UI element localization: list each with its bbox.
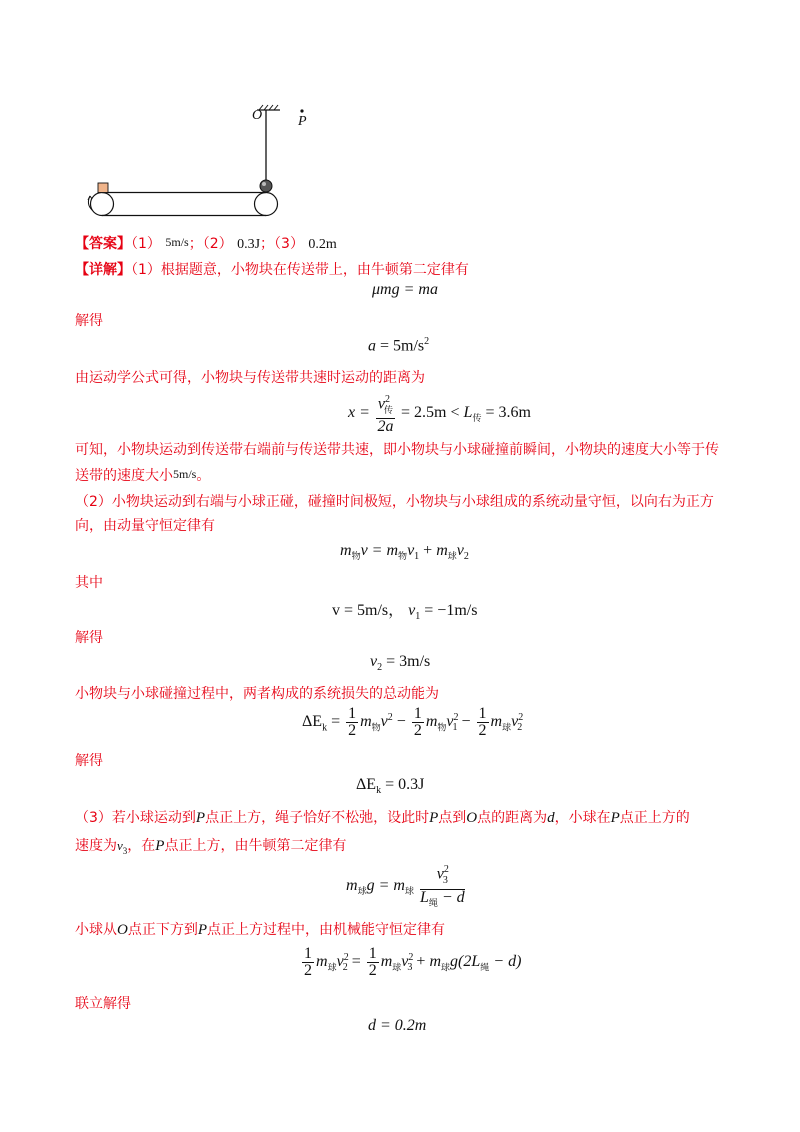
var-p: P — [195, 810, 206, 826]
eq-sub: 1 — [452, 722, 458, 734]
detail-line-5b: 向，由动量守恒定律有 — [75, 518, 215, 534]
eq-sup: 2 — [408, 951, 414, 963]
eq-var: ΔE — [356, 776, 377, 793]
qizhong: 其中 — [75, 575, 103, 591]
eq-var: m — [393, 877, 405, 895]
equation-4 — [340, 542, 469, 562]
eq-sub: 物 — [398, 551, 408, 562]
var-sub: 3 — [122, 845, 128, 856]
eq-op: − — [392, 713, 410, 731]
point-p-dot — [300, 109, 303, 112]
detail-text: （1）根据题意，小物块在传送带上，由牛顿第二定律有 — [131, 262, 469, 278]
eq-op: + — [412, 953, 430, 971]
eq-var: m — [425, 713, 438, 731]
eq-sup: 2 — [343, 951, 349, 963]
label-o: O — [252, 108, 263, 123]
eq-text: = 2.5m < — [401, 403, 460, 421]
eq-sub: 物 — [437, 722, 447, 733]
eq-var: v — [456, 542, 464, 559]
eq-text: (2L — [458, 953, 481, 971]
fraction: $\frac{1}{2}$ — [304, 945, 312, 979]
equation-8 — [356, 776, 424, 796]
detail-prefix: 【详解】 — [75, 262, 131, 278]
eq-var: v — [408, 602, 416, 619]
answer-2-value: 0.3J — [237, 237, 261, 252]
var-o: O — [117, 922, 128, 938]
eq-sub: 绳 — [480, 962, 490, 973]
eq-sup: 2 — [387, 711, 393, 723]
equation-1 — [372, 281, 438, 299]
eq-sub: 3 — [442, 874, 448, 886]
answer-line — [75, 230, 725, 257]
jiede-2: 解得 — [75, 630, 103, 646]
eq-text: = 5m/s — [380, 337, 425, 355]
eq-var: m — [436, 542, 448, 559]
ball — [260, 180, 272, 192]
detail-text: 送带的速度大小 — [75, 468, 173, 484]
var-p: P — [197, 922, 208, 938]
eq-var: v — [380, 713, 388, 731]
eq-op: = — [347, 953, 365, 971]
eq-sup: 2 — [424, 336, 430, 347]
equation-10 — [300, 946, 521, 979]
detail-line-6: 小物块与小球碰撞过程中，两者构成的系统损失的总动能为 — [75, 686, 439, 702]
fraction — [420, 862, 465, 911]
detail-line-8: 速度为$v_3$，在P点正上方，由牛顿第二定律有 — [75, 838, 347, 856]
eq-sub: 2 — [377, 662, 383, 674]
equation-7 — [302, 706, 522, 739]
eq-var: a — [368, 337, 376, 355]
eq-sub: 球 — [404, 886, 414, 897]
detail-line-5a: （2）小物块运动到右端与小球正碰，碰撞时间极短，小物块与小球组成的系统动量守恒，以向右为正方 — [75, 494, 714, 510]
eq-text: − d — [437, 888, 465, 906]
var-p: P — [610, 810, 620, 826]
eq-den: 2a — [377, 417, 394, 435]
eq-sub: 绳 — [428, 897, 438, 908]
var-d: d — [547, 810, 555, 826]
eq-sub: k — [322, 722, 328, 734]
detail-line-3: 由运动学公式可得，小物块与传送带共速时运动的距离为 — [75, 370, 425, 386]
eq-text: d = 0.2m — [368, 1017, 427, 1034]
fraction: $\frac{1}{2}$ — [348, 705, 357, 739]
eq-op: = — [327, 713, 341, 731]
eq-sub: 2 — [463, 551, 469, 563]
eq-var: v — [377, 395, 386, 413]
fraction: $\frac{1}{2}$ — [368, 945, 377, 979]
eq-sup: 2 — [518, 711, 524, 723]
eq-var: v — [336, 953, 344, 971]
detail-value: 5m/s — [173, 467, 197, 481]
eq-var: v — [511, 713, 519, 731]
detail-line-7: （3）若小球运动到P点正上方，绳子恰好不松弛，设此时P点到O点的距离为d，小球在P点正上方的 — [75, 810, 690, 826]
answer-3-value: 0.2m — [308, 237, 337, 252]
eq-var: ΔE — [302, 713, 323, 731]
detail-line-9: 小球从O点正下方到P点正上方过程中，由机械能守恒定律有 — [75, 922, 446, 938]
answer-prefix: 【答案】 — [75, 236, 131, 252]
eq-sub: 球 — [357, 886, 367, 897]
fraction — [376, 392, 395, 435]
eq-var: x = — [348, 403, 370, 421]
equation-6 — [370, 653, 430, 673]
eq-sup: 2 — [453, 711, 459, 723]
label-p: P — [298, 114, 307, 129]
eq-text: = −1m/s — [420, 602, 478, 619]
detail-line-1 — [75, 258, 725, 282]
eq-sub: 传 — [384, 404, 394, 415]
eq-sub: 物 — [351, 551, 361, 562]
eq-text: μmg = ma — [372, 281, 438, 298]
eq-text: v = 5m/s， — [332, 602, 405, 619]
eq-sub: 球 — [441, 962, 451, 973]
lianli-jiede: 联立解得 — [75, 996, 131, 1012]
var-o: O — [466, 810, 478, 826]
jiede-3: 解得 — [75, 753, 103, 769]
answer-part-2: （2） — [202, 236, 233, 252]
equation-11 — [368, 1017, 426, 1035]
equation-9 — [346, 862, 467, 911]
eq-text: = 3m/s — [382, 653, 431, 670]
eq-var: m — [340, 542, 352, 559]
eq-var: v — [401, 953, 409, 971]
eq-sub: 3 — [407, 962, 413, 974]
eq-var: m — [360, 713, 372, 731]
answer-part-3: （3） — [274, 236, 304, 252]
eq-var: m — [316, 953, 328, 971]
eq-var: v — [446, 713, 454, 731]
belt — [91, 193, 278, 216]
eq-var: L — [463, 403, 473, 421]
sep: ； — [188, 236, 203, 252]
fraction: $\frac{1}{2}$ — [478, 705, 487, 739]
eq-sub: 物 — [371, 722, 381, 733]
eq-text: v = — [360, 542, 387, 559]
eq-sub: 球 — [392, 962, 402, 973]
equation-2 — [368, 336, 429, 355]
eq-var: v — [436, 865, 444, 883]
answer-part-1: （1） — [131, 236, 161, 252]
eq-sub: 球 — [502, 722, 512, 733]
eq-sub: 球 — [447, 551, 457, 562]
eq-var: m — [346, 877, 358, 895]
var-p: P — [155, 838, 165, 854]
eq-text: g = — [366, 877, 394, 895]
sep: ； — [260, 236, 275, 252]
eq-sub: 2 — [342, 962, 348, 974]
eq-var: m — [429, 953, 441, 971]
eq-text: − d) — [489, 953, 522, 971]
eq-var: m — [380, 953, 393, 971]
equation-5 — [332, 597, 477, 622]
eq-sup: 2 — [385, 394, 391, 405]
eq-var: m — [386, 542, 399, 559]
eq-sub: 2 — [517, 722, 523, 734]
var-p: P — [429, 810, 439, 826]
eq-var: L — [419, 888, 429, 906]
small-block — [98, 183, 108, 193]
eq-sub: k — [376, 785, 382, 797]
eq-op: + — [419, 542, 437, 559]
eq-var: g — [450, 953, 459, 971]
detail-text: 。 — [196, 468, 211, 484]
eq-var: m — [490, 713, 503, 731]
fraction: $\frac{1}{2}$ — [413, 705, 422, 739]
detail-line-4a: 可知，小物块运动到传送带右端前与传送带共速，即小物块与小球碰撞前瞬间，小物块的速度大小等于传 — [75, 442, 719, 458]
eq-text: = 0.3J — [381, 776, 425, 793]
eq-sub: 球 — [327, 962, 337, 973]
eq-sub: 传 — [472, 413, 482, 424]
eq-var: v — [407, 542, 415, 559]
answer-1-value: 5m/s — [165, 235, 189, 249]
eq-sub: 1 — [414, 551, 420, 563]
eq-op: − — [457, 713, 475, 731]
eq-sub: 1 — [415, 611, 421, 623]
equation-3 — [348, 392, 531, 435]
eq-text: = 3.6m — [485, 403, 531, 421]
var-v: v — [117, 838, 123, 853]
detail-line-4b — [75, 462, 725, 488]
eq-sup: 2 — [443, 864, 449, 875]
jiede-1: 解得 — [75, 313, 103, 329]
eq-var: v — [370, 653, 378, 670]
